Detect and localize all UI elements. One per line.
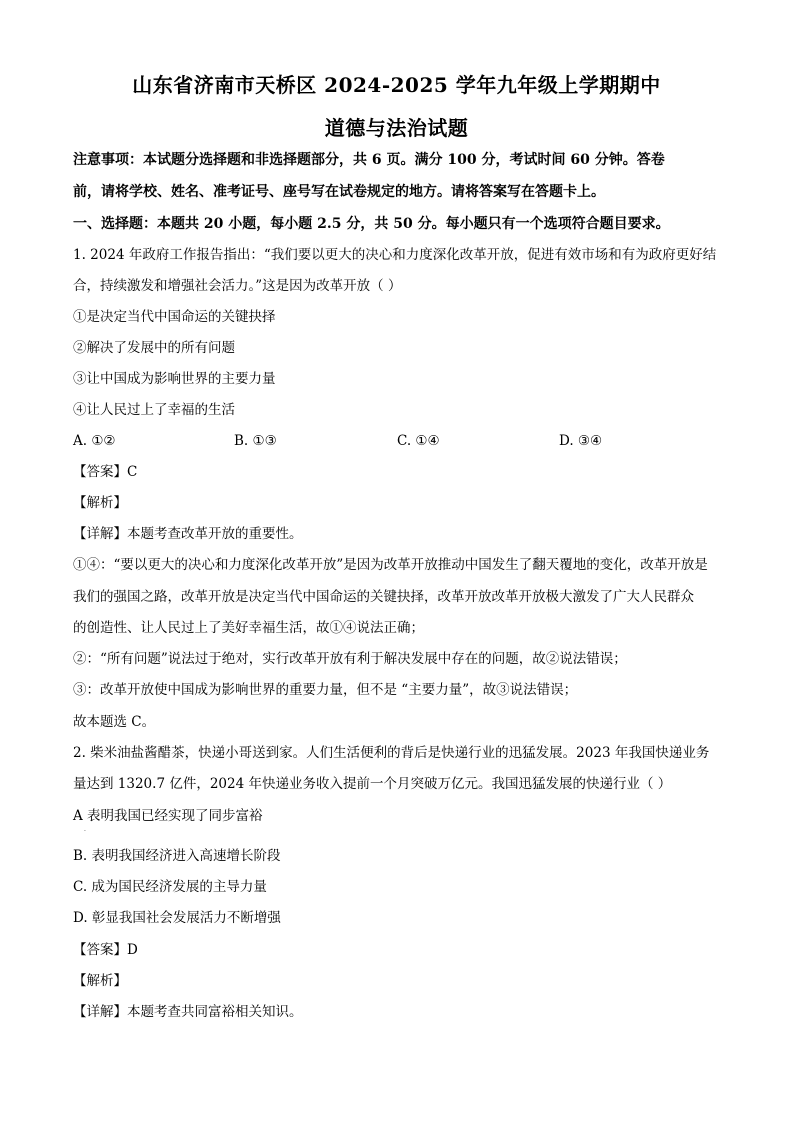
q1-option-c: C. ①④: [397, 433, 440, 449]
section-heading: 一、选择题：本题共 20 小题，每小题 2.5 分，共 50 分。每小题只有一个选项符合题目要求。: [73, 216, 670, 232]
q1-option-a: A. ①②: [73, 433, 116, 449]
q1-option-d: D. ③④: [559, 433, 603, 449]
q2-option-b: B. 表明我国经济进入高速增长阶段: [73, 848, 281, 864]
q1-explanation-1a: ①④：“要以更大的决心和力度深化改革开放”是因为改革开放推动中国发生了翻天覆地的变化，改革开放是: [73, 557, 708, 573]
q1-item-4: ④让人民过上了幸福的生活: [73, 402, 235, 418]
q1-item-3: ③让中国成为影响世界的主要力量: [73, 371, 276, 387]
q1-stem-line-2: 合，持续激发和增强社会活力。”这是因为改革开放（ ）: [73, 278, 402, 294]
q1-stem-line-1: 1. 2024 年政府工作报告指出：“我们要以更大的决心和力度深化改革开放，促进有效市场和有为政府更好结: [73, 247, 717, 263]
q2-analysis-label: 【解析】: [73, 973, 127, 989]
notice-line-2: 前，请将学校、姓名、准考证号、座号写在试卷规定的地方。请将答案写在答题卡上。: [73, 184, 605, 200]
q1-explanation-1c: 的创造性、让人民过上了美好幸福生活，故①④说法正确；: [73, 620, 424, 636]
q1-analysis-label: 【解析】: [73, 495, 127, 511]
notice-line-1: 注意事项：本试题分选择题和非选择题部分，共 6 页。满分 100 分，考试时间 60 分钟。答卷: [73, 152, 665, 168]
q2-tiny-mark: .: [84, 826, 86, 833]
q2-stem-line-1: 2. 柴米油盐酱醋茶，快递小哥送到家。人们生活便利的背后是快递行业的迅猛发展。2023 年我国快递业务: [73, 745, 710, 761]
q1-explanation-1b: 我们的强国之路，改革开放是决定当代中国命运的关键抉择，改革开放改革开放极大激发了广大人民群众: [73, 589, 694, 605]
q1-conclusion: 故本题选 C。: [73, 714, 156, 730]
q2-answer: 【答案】D: [73, 942, 138, 958]
q1-detail: 【详解】本题考查改革开放的重要性。: [73, 526, 303, 542]
q2-option-a: A 表明我国已经实现了同步富裕: [73, 808, 263, 824]
q2-option-c: C. 成为国民经济发展的主导力量: [73, 879, 267, 895]
q1-explanation-3: ③：改革开放使中国成为影响世界的重要力量，但不是 “主要力量”，故③说法错误；: [73, 682, 578, 698]
q1-explanation-2: ②：“所有问题”说法过于绝对，实行改革开放有利于解决发展中存在的问题，故②说法错误；: [73, 651, 627, 667]
q2-option-d: D. 彰显我国社会发展活力不断增强: [73, 910, 281, 926]
q1-option-b: B. ①③: [234, 433, 277, 449]
q2-detail: 【详解】本题考查共同富裕相关知识。: [73, 1004, 303, 1020]
q1-item-1: ①是决定当代中国命运的关键抉择: [73, 309, 276, 325]
q1-item-2: ②解决了发展中的所有问题: [73, 340, 235, 356]
q2-stem-line-2: 量达到 1320.7 亿件，2024 年快递业务收入提前一个月突破万亿元。我国迅猛发展的快递行业（ ）: [73, 776, 672, 792]
exam-title: 山东省济南市天桥区 2024-2025 学年九年级上学期期中: [132, 73, 661, 97]
exam-subtitle: 道德与法治试题: [324, 116, 469, 140]
q1-answer: 【答案】C: [73, 464, 138, 480]
